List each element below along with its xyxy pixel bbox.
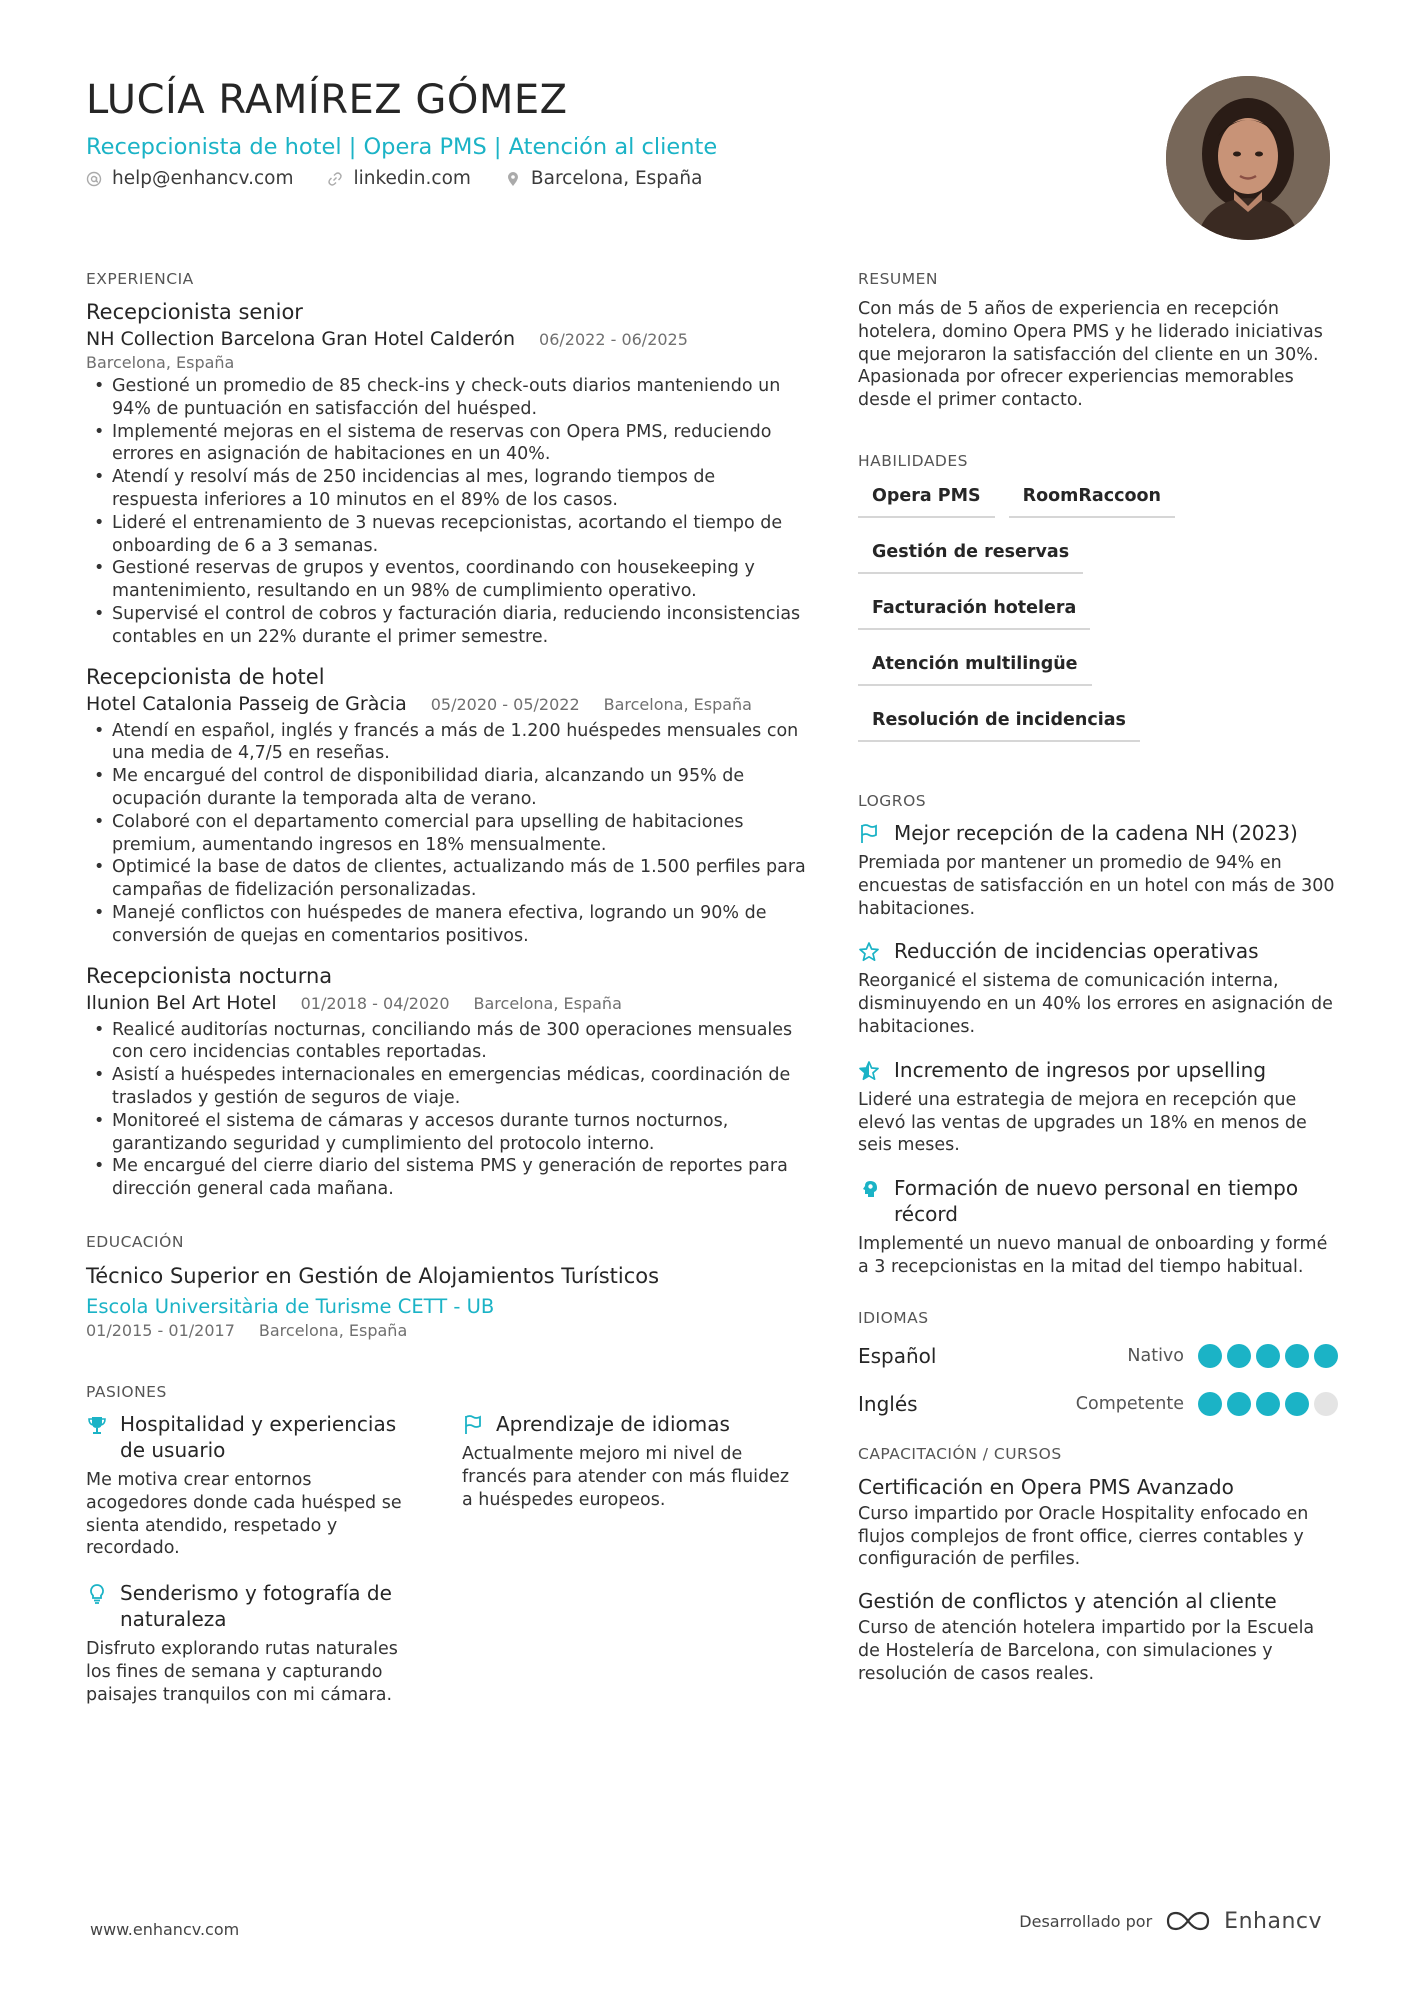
job-title: Recepcionista de hotel	[86, 664, 325, 689]
skills-section	[858, 450, 1338, 742]
education-section	[86, 1231, 806, 1341]
rating-dot-filled	[1285, 1392, 1309, 1416]
job-bullets	[86, 720, 806, 948]
edu-dates: 01/2015 - 01/2017	[86, 1320, 235, 1340]
edu-school: Escola Universitària de Turisme CETT - UB	[86, 1294, 495, 1318]
rating-dot-filled	[1285, 1344, 1309, 1368]
passion-title: Hospitalidad y experiencias de usuario	[120, 1411, 397, 1462]
portrait-image	[1166, 76, 1330, 240]
bullet: • Me encargué del control de disponibilidad diaria, alcanzando un 95% de ocupación durante la temporada alta de verano.	[86, 765, 806, 811]
achievement-title: Formación de nuevo personal en tiempo récord	[894, 1176, 1299, 1227]
language-name: Inglés	[858, 1391, 918, 1416]
language-row	[858, 1385, 1338, 1423]
job-entry	[86, 962, 806, 1201]
job-dates: 06/2022 - 06/2025	[539, 330, 688, 349]
language-name: Español	[858, 1343, 937, 1368]
bullet: • Asistí a huéspedes internacionales en emergencias médicas, coordinación de traslados y gestión de seguros de viaje.	[86, 1064, 806, 1110]
achievement-item	[858, 938, 1338, 1038]
passion-desc: Disfruto explorando rutas naturales los fines de semana y capturando paisajes tranquilos con mi cámara.	[86, 1639, 398, 1705]
job-entry	[86, 298, 806, 649]
job-meta	[86, 691, 806, 718]
job-location: Barcelona, España	[603, 694, 752, 714]
brain-icon	[858, 1178, 880, 1200]
rating-dot-filled	[1227, 1392, 1251, 1416]
achievement-item	[858, 1175, 1338, 1279]
bullet: • Lideré el entrenamiento de 3 nuevas recepcionistas, acortando el tiempo de onboarding de 6 a 3 semanas.	[86, 512, 806, 558]
profile-photo	[1166, 76, 1330, 240]
passion-desc: Me motiva crear entornos acogedores donde cada huésped se sienta atendido, respetado y recordado.	[86, 1469, 402, 1559]
edu-location: Barcelona, España	[258, 1320, 408, 1340]
languages-section-title: IDIOMAS	[858, 1308, 929, 1327]
summary-section	[858, 268, 1338, 412]
bullet: • Atendí y resolví más de 250 incidencias al mes, logrando tiempos de respuesta inferiores a 10 minutos en el 89% de los casos.	[86, 466, 806, 512]
powered-by-label: Desarrollado por	[1019, 1911, 1153, 1931]
candidate-title: Recepcionista de hotel | Opera PMS | Atención al cliente	[86, 134, 718, 160]
job-bullets	[86, 375, 806, 649]
skill-tag: Facturación hotelera	[858, 592, 1090, 630]
location-text: Barcelona, España	[530, 168, 703, 189]
achievements-section	[858, 790, 1338, 1279]
left-column	[86, 268, 806, 1706]
language-level: Nativo	[1127, 1345, 1184, 1366]
linkedin-text: linkedin.com	[353, 168, 471, 189]
skill-tag: Opera PMS	[858, 480, 995, 518]
passions-section-title: PASIONES	[86, 1382, 167, 1401]
experience-section-title: EXPERIENCIA	[86, 270, 194, 288]
half-star-icon	[858, 1060, 880, 1082]
edu-meta	[86, 1321, 806, 1341]
job-company: Hotel Catalonia Passeig de Gràcia	[86, 692, 407, 715]
bullet: • Monitoreé el sistema de cámaras y accesos durante turnos nocturnos, garantizando seguridad y cumplimiento del protocolo interno.	[86, 1110, 806, 1156]
achievements-section-title: LOGROS	[858, 791, 927, 810]
job-location: Barcelona, España	[473, 993, 622, 1013]
language-rating	[1198, 1344, 1338, 1368]
courses-section	[858, 1443, 1338, 1686]
skill-tag: Gestión de reservas	[858, 536, 1083, 574]
job-company: Ilunion Bel Art Hotel	[86, 991, 277, 1014]
footer-brand	[1019, 1908, 1322, 1934]
course-desc: Curso impartido por Oracle Hospitality enfocado en flujos complejos de front office, cierres contables y configuración de perfiles.	[858, 1503, 1309, 1570]
rating-dot-filled	[1314, 1344, 1338, 1368]
summary-text: Con más de 5 años de experiencia en recepción hotelera, domino Opera PMS y he liderado iniciativas que mejoraron la satisfacción del cliente en un 30%. Apasionada por ofrecer experiencias memorables desde el primer contacto.	[858, 299, 1323, 411]
flag-icon	[462, 1414, 484, 1436]
skills-section-title: HABILIDADES	[858, 451, 969, 470]
achievement-desc: Implementé un nuevo manual de onboarding y formé a 3 recepcionistas en la mitad del tiempo habitual.	[858, 1234, 1328, 1277]
passions-grid	[86, 1411, 806, 1707]
passion-title: Aprendizaje de idiomas	[496, 1411, 730, 1436]
languages-section	[858, 1307, 1338, 1423]
star-icon	[858, 941, 880, 963]
passions-section	[86, 1381, 806, 1707]
bullet: • Supervisé el control de cobros y facturación diaria, reduciendo inconsistencias contables en un 22% durante el primer semestre.	[86, 603, 806, 649]
job-location: Barcelona, España	[86, 353, 235, 372]
rating-dot-filled	[1198, 1344, 1222, 1368]
trophy-icon	[86, 1414, 108, 1436]
edu-degree: Técnico Superior en Gestión de Alojamientos Turísticos	[86, 1263, 660, 1288]
summary-section-title: RESUMEN	[858, 270, 939, 288]
rating-dot-empty	[1314, 1392, 1338, 1416]
bullet: • Implementé mejoras en el sistema de reservas con Opera PMS, reduciendo errores en asignación de habitaciones en un 40%.	[86, 421, 806, 467]
achievement-item	[858, 820, 1338, 920]
achievement-desc: Reorganicé el sistema de comunicación interna, disminuyendo en un 40% los errores en asignación de habitaciones.	[858, 971, 1333, 1037]
courses-section-title: CAPACITACIÓN / CURSOS	[858, 1444, 1062, 1463]
education-section-title: EDUCACIÓN	[86, 1232, 184, 1251]
rating-dot-filled	[1256, 1344, 1280, 1368]
language-rating	[1198, 1392, 1338, 1416]
skill-tag: RoomRaccoon	[1009, 480, 1175, 518]
skill-tag: Atención multilingüe	[858, 648, 1092, 686]
achievement-item	[858, 1057, 1338, 1157]
rating-dot-filled	[1227, 1344, 1251, 1368]
achievement-desc: Lideré una estrategia de mejora en recepción que elevó las ventas de upgrades un 18% en menos de seis meses.	[858, 1089, 1307, 1156]
course-item	[858, 1473, 1338, 1571]
job-meta	[86, 326, 806, 353]
job-entry	[86, 663, 806, 948]
achievement-desc: Premiada por mantener un promedio de 94% en encuestas de satisfacción en un hotel con más de 300 habitaciones.	[858, 852, 1335, 919]
skill-tag: Resolución de incidencias	[858, 704, 1140, 742]
bullet: • Optimicé la base de datos de clientes, actualizando más de 1.500 perfiles para campañas de fidelización personalizadas.	[86, 856, 806, 902]
location-pin-icon	[505, 171, 521, 187]
contact-location	[505, 166, 703, 192]
achievement-title: Mejor recepción de la cadena NH (2023)	[894, 820, 1298, 845]
job-bullets	[86, 1019, 806, 1201]
passion-item	[86, 1411, 416, 1560]
candidate-name: LUCÍA RAMÍREZ GÓMEZ	[86, 77, 568, 123]
enhancv-logo-icon	[1164, 1908, 1212, 1934]
skills-list	[858, 480, 1328, 742]
flag-icon	[858, 823, 880, 845]
bullet: • Gestioné reservas de grupos y eventos, coordinando con housekeeping y mantenimiento, resultando en un 98% de cumplimiento operativo.	[86, 557, 806, 603]
contact-linkedin[interactable]	[327, 166, 470, 192]
contact-row	[86, 166, 1146, 192]
course-desc: Curso de atención hotelera impartido por la Escuela de Hostelería de Barcelona, con simulaciones y resolución de casos reales.	[858, 1618, 1315, 1684]
header	[86, 76, 1146, 192]
passion-title: Senderismo y fotografía de naturaleza	[120, 1581, 392, 1632]
course-title: Certificación en Opera PMS Avanzado	[858, 1474, 1234, 1499]
job-company: NH Collection Barcelona Gran Hotel Calderón	[86, 328, 516, 350]
passion-item	[462, 1411, 802, 1560]
contact-email[interactable]	[86, 166, 293, 192]
job-dates: 05/2020 - 05/2022	[430, 694, 580, 714]
brand-name[interactable]: Enhancv	[1224, 1908, 1322, 1934]
passion-desc: Actualmente mejoro mi nivel de francés para atender con más fluidez a huéspedes europeos.	[462, 1443, 790, 1510]
job-meta	[86, 990, 806, 1017]
bullet: • Gestioné un promedio de 85 check-ins y check-outs diarios manteniendo un 94% de puntuación en satisfacción del huésped.	[86, 375, 806, 421]
footer-website[interactable]: www.enhancv.com	[90, 1920, 240, 1939]
bullet: • Realicé auditorías nocturnas, conciliando más de 300 operaciones mensuales con cero incidencias contables reportadas.	[86, 1019, 806, 1065]
bullet: • Manejé conflictos con huéspedes de manera efectiva, logrando un 90% de conversión de quejas en comentarios positivos.	[86, 902, 806, 948]
achievement-title: Incremento de ingresos por upselling	[894, 1057, 1267, 1082]
at-icon	[86, 171, 102, 187]
link-icon	[327, 171, 343, 187]
rating-dot-filled	[1256, 1392, 1280, 1416]
right-column	[858, 268, 1338, 1702]
passion-item	[86, 1580, 416, 1706]
course-title: Gestión de conflictos y atención al cliente	[858, 1589, 1277, 1614]
job-title: Recepcionista nocturna	[86, 963, 333, 988]
job-dates: 01/2018 - 04/2020	[300, 993, 450, 1013]
job-title: Recepcionista senior	[86, 300, 303, 324]
course-item	[858, 1587, 1338, 1685]
language-row	[858, 1337, 1338, 1375]
language-level: Competente	[1075, 1393, 1184, 1414]
email-text: help@enhancv.com	[112, 168, 294, 189]
rating-dot-filled	[1198, 1392, 1222, 1416]
bullet: • Me encargué del cierre diario del sistema PMS y generación de reportes para dirección general cada mañana.	[86, 1155, 806, 1201]
bullet: • Atendí en español, inglés y francés a más de 1.200 huéspedes mensuales con una media de 4,7/5 en reseñas.	[86, 720, 806, 766]
bullet: • Colaboré con el departamento comercial para upselling de habitaciones premium, aumentando ingresos en 18% mensualmente.	[86, 811, 806, 857]
lightbulb-icon	[86, 1583, 108, 1605]
achievement-title: Reducción de incidencias operativas	[894, 939, 1259, 964]
